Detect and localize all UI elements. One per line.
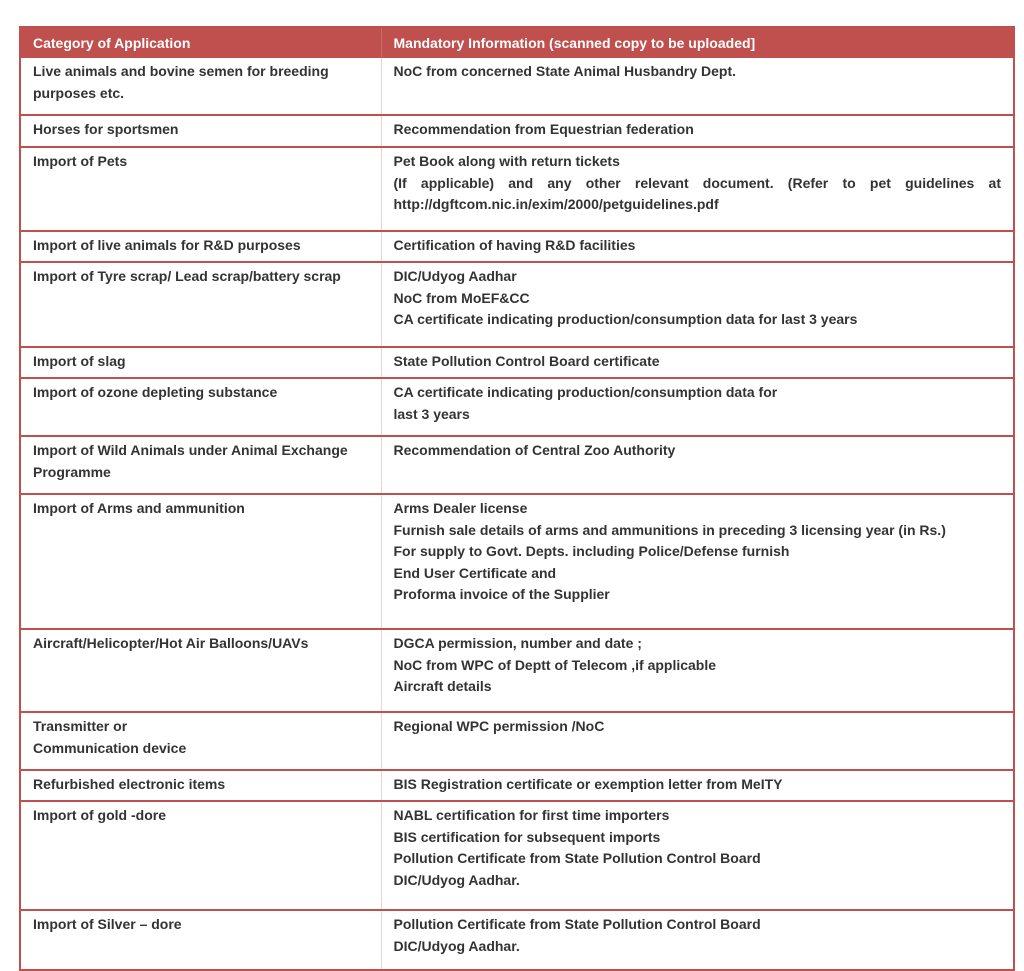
mandatory-info-line: Recommendation from Equestrian federation [393, 121, 694, 137]
table-row [20, 494, 1014, 629]
category-text: Import of ozone depleting substance [33, 384, 278, 400]
mandatory-info-line: Arms Dealer license [393, 500, 528, 516]
mandatory-info-line: Regional WPC permission /NoC [393, 718, 605, 734]
mandatory-info-line: Pet Book along with return tickets [393, 153, 620, 169]
mandatory-info-line: DIC/Udyog Aadhar [393, 268, 517, 284]
mandatory-information-table [19, 26, 1015, 971]
mandatory-info-cell [381, 147, 1014, 231]
mandatory-info-cell [381, 770, 1014, 801]
mandatory-info-cell [381, 58, 1014, 115]
mandatory-info-cell [381, 494, 1014, 629]
category-text: Aircraft/Helicopter/Hot Air Balloons/UAVs [33, 635, 309, 651]
category-cell [20, 801, 381, 910]
mandatory-info-line: Aircraft details [393, 678, 492, 694]
category-text: Import of Tyre scrap/ Lead scrap/battery scrap [33, 268, 341, 284]
category-cell [20, 712, 381, 770]
mandatory-info-cell [381, 436, 1014, 494]
category-cell [20, 770, 381, 801]
table-body [20, 58, 1014, 970]
mandatory-info-cell [381, 801, 1014, 910]
category-text: Import of live animals for R&D purposes [33, 237, 301, 253]
category-cell [20, 910, 381, 970]
category-cell [20, 262, 381, 347]
table-row [20, 436, 1014, 494]
category-cell [20, 436, 381, 494]
category-text: Import of Wild Animals under Animal Exchange Programme [33, 442, 348, 480]
mandatory-info-line: NoC from MoEF&CC [393, 289, 530, 306]
table-row [20, 801, 1014, 910]
mandatory-info-line: (If applicable) and any other relevant document. (Refer to pet guidelines at http://dgftcom.nic.in/exim/2000/petguidelines.pdf [393, 174, 1001, 212]
category-cell [20, 58, 381, 115]
category-cell [20, 115, 381, 147]
table-row [20, 770, 1014, 801]
mandatory-info-line: BIS Registration certificate or exemption letter from MeITY [393, 776, 783, 792]
category-text: Communication device [33, 739, 187, 756]
mandatory-info-cell [381, 231, 1014, 262]
mandatory-info-line: NABL certification for first time importers [393, 807, 670, 823]
category-cell [20, 494, 381, 629]
mandatory-info-line: Recommendation of Central Zoo Authority [393, 442, 676, 458]
table-row [20, 231, 1014, 262]
table-row [20, 629, 1014, 712]
table-row [20, 712, 1014, 770]
mandatory-info-line: End User Certificate and [393, 564, 557, 581]
table-row [20, 115, 1014, 147]
mandatory-info-line: DGCA permission, number and date ; [393, 635, 642, 651]
mandatory-info-cell [381, 629, 1014, 712]
table-row [20, 378, 1014, 436]
mandatory-info-line: Proforma invoice of the Supplier [393, 586, 610, 602]
mandatory-info-cell [381, 910, 1014, 970]
category-text: Import of gold -dore [33, 807, 166, 823]
category-text: Live animals and bovine semen for breeding purposes etc. [33, 63, 329, 101]
mandatory-info-line: DIC/Udyog Aadhar. [393, 937, 520, 954]
mandatory-info-line: NoC from WPC of Deptt of Telecom ,if applicable [393, 656, 717, 673]
category-text: Transmitter or [33, 718, 128, 734]
category-cell [20, 378, 381, 436]
mandatory-info-line: Pollution Certificate from State Pollution Control Board [393, 850, 761, 866]
mandatory-info-line: Furnish sale details of arms and ammunitions in preceding 3 licensing year (in Rs.) [393, 521, 946, 538]
table-row [20, 262, 1014, 347]
category-cell [20, 629, 381, 712]
table-row [20, 147, 1014, 231]
mandatory-info-line: Certification of having R&D facilities [393, 237, 636, 253]
mandatory-info-cell [381, 262, 1014, 347]
mandatory-info-cell [381, 115, 1014, 147]
header-mandatory-information: Mandatory Information (scanned copy to be uploaded] [381, 27, 1014, 58]
mandatory-info-line: CA certificate indicating production/consumption data for last 3 years [393, 311, 858, 327]
category-text: Import of Silver – dore [33, 916, 182, 932]
mandatory-info-cell [381, 347, 1014, 378]
category-cell [20, 147, 381, 231]
mandatory-info-line: For supply to Govt. Depts. including Police/Defense furnish [393, 543, 790, 559]
category-text: Import of slag [33, 353, 126, 369]
mandatory-info-line: CA certificate indicating production/consumption data for [393, 384, 778, 400]
table-row [20, 910, 1014, 970]
category-cell [20, 231, 381, 262]
mandatory-info-cell [381, 378, 1014, 436]
category-cell [20, 347, 381, 378]
mandatory-info-line: BIS certification for subsequent imports [393, 828, 661, 845]
table-header-row [20, 27, 1014, 58]
table-row [20, 347, 1014, 378]
category-text: Horses for sportsmen [33, 121, 179, 137]
category-text: Refurbished electronic items [33, 776, 226, 792]
category-text: Import of Pets [33, 153, 128, 169]
table-row [20, 58, 1014, 115]
mandatory-info-line: DIC/Udyog Aadhar. [393, 871, 520, 888]
mandatory-info-cell [381, 712, 1014, 770]
mandatory-info-line: Pollution Certificate from State Pollution Control Board [393, 916, 761, 932]
header-category: Category of Application [20, 27, 381, 58]
mandatory-info-line: State Pollution Control Board certificate [393, 353, 660, 369]
mandatory-info-line: last 3 years [393, 405, 470, 422]
category-text: Import of Arms and ammunition [33, 500, 245, 516]
mandatory-info-line: NoC from concerned State Animal Husbandry Dept. [393, 63, 737, 79]
